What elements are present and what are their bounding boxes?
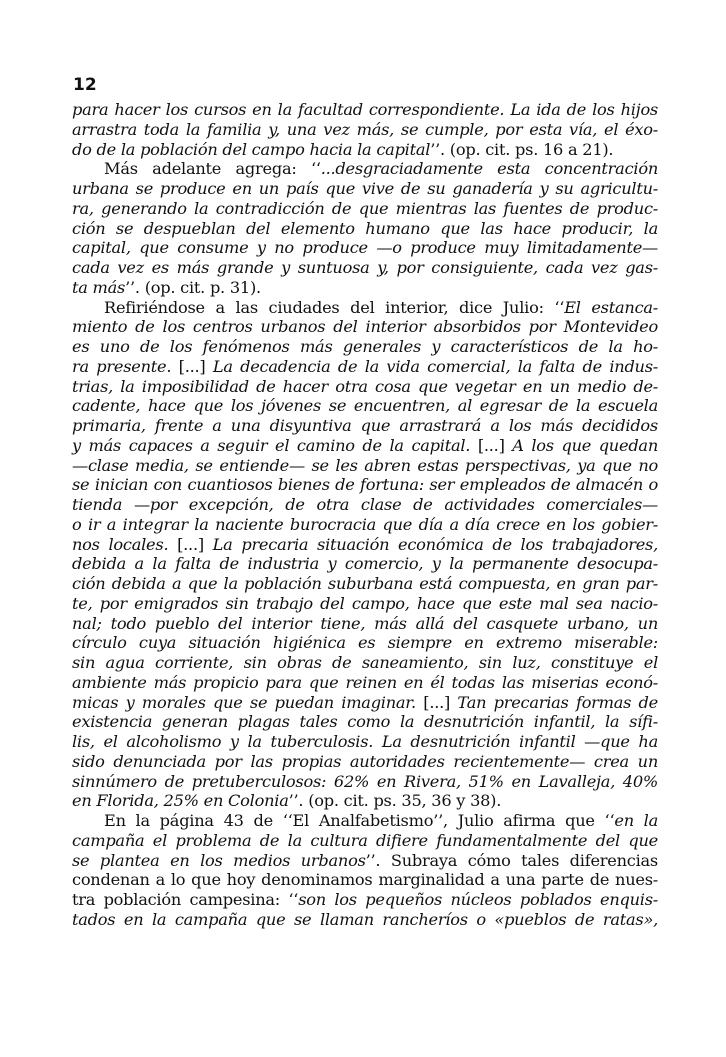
text-line: [72, 219, 658, 239]
italic-text-segment: micas y morales que se puedan imaginar.: [72, 692, 424, 712]
italic-text-segment: son los pequeños núcleos poblados enquis-: [298, 890, 658, 909]
italic-text-segment: existencia generan plagas tales como la desnutrición infantil, la sífi-: [72, 712, 658, 732]
text-line: [72, 337, 658, 357]
roman-text-segment: tra población campesina: ‘‘: [72, 890, 299, 909]
text-line: [72, 278, 658, 298]
text-line: [72, 910, 658, 930]
roman-text-segment: Más adelante agrega: ‘‘: [104, 159, 321, 179]
italic-text-segment: cada vez es más grande y suntuosa y, por consiguiente, cada vez gas-: [72, 258, 658, 277]
text-line: [72, 614, 658, 634]
text-line: [72, 633, 658, 653]
text-line: [72, 554, 658, 574]
italic-text-segment: es uno de los fenómenos más generales y característicos de la ho-: [72, 337, 658, 356]
text-line: [72, 120, 658, 140]
text-line: [72, 416, 658, 436]
italic-text-segment: debida a la falta de industria y comercio, y la permanente desocupa-: [72, 554, 658, 574]
text-line: [72, 159, 658, 179]
text-line: [72, 258, 658, 278]
text-line: [72, 456, 658, 476]
italic-text-segment: —clase media, se entiende— se les abren estas perspectivas, ya que no: [72, 455, 658, 475]
italic-text-segment: en la: [614, 811, 658, 830]
roman-text-segment: [...]: [177, 534, 213, 554]
italic-text-segment: primaria, frente a una disyuntiva que arrastrará a los más decididos: [72, 416, 658, 435]
italic-text-segment: o ir a integrar la naciente burocracia que día a día crece en los gobier-: [72, 514, 658, 534]
text-line: [72, 475, 658, 495]
italic-text-segment: te, por emigrados sin trabajo del campo, hace que este mal sea nacio-: [72, 593, 658, 613]
italic-text-segment: ra presente.: [72, 356, 179, 376]
italic-text-segment: campaña el problema de la cultura difiere fundamentalmente del que: [72, 830, 658, 850]
italic-text-segment: tienda —por excepción, de otra clase de actividades comerciales—: [72, 495, 658, 514]
italic-text-segment: La precaria situación económica de los trabajadores,: [212, 534, 658, 554]
italic-text-segment: trias, la imposibilidad de hacer otra cosa que vegetar en un medio de-: [72, 376, 658, 396]
roman-text-segment: ’’. (op. cit. p. 31).: [125, 277, 261, 297]
text-line: [72, 693, 658, 713]
roman-text-segment: [...]: [178, 356, 213, 376]
text-line: [72, 653, 658, 673]
italic-text-segment: ra, generando la contradicción de que mientras las fuentes de produc-: [72, 198, 658, 218]
italic-text-segment: se plantea en los medios urbanos: [72, 850, 366, 870]
roman-text-segment: [...]: [477, 435, 513, 455]
italic-text-segment: sido denunciada por las propias autoridades recientemente— crea un: [72, 751, 658, 771]
text-line: [72, 791, 658, 811]
text-line: [72, 752, 658, 772]
italic-text-segment: sinnúmero de pretuberculosos: 62% en Rivera, 51% en Lavalleja, 40%: [72, 771, 658, 791]
text-line: [72, 515, 658, 535]
text-line: [72, 811, 658, 831]
italic-text-segment: ción se despueblan del elemento humano que las hace producir, la: [72, 218, 658, 238]
italic-text-segment: Tan precarias formas de: [457, 692, 658, 712]
text-line: [72, 495, 658, 515]
italic-text-segment: ...desgraciadamente esta concentración: [320, 159, 658, 179]
italic-text-segment: se inician con cuantiosos bienes de fortuna: ser empleados de almacén o: [72, 475, 658, 495]
italic-text-segment: en Florida, 25% en Colonia: [72, 791, 289, 811]
text-line: [72, 100, 658, 120]
text-line: [72, 317, 658, 337]
italic-text-segment: urbana se produce en un país que vive de su ganadería y su agricultu-: [72, 179, 658, 198]
text-line: [72, 732, 658, 752]
text-line: [72, 890, 658, 910]
text-line: [72, 140, 658, 160]
italic-text-segment: tados en la campaña que se llaman rancheríos o «pueblos de ratas»,: [72, 909, 658, 929]
text-line: [72, 436, 658, 456]
text-line: [72, 870, 658, 890]
italic-text-segment: sin agua corriente, sin obras de saneamiento, sin luz, constituye el: [72, 653, 658, 672]
italic-text-segment: arrastra toda la familia y, una vez más, se cumple, por esta vía, el éxo-: [72, 119, 658, 139]
text-line: [72, 772, 658, 792]
text-line: [72, 594, 658, 614]
italic-text-segment: A los que quedan: [512, 435, 659, 455]
text-line: [72, 574, 658, 594]
roman-text-segment: condenan a lo que hoy denominamos marginalidad a una parte de nues-: [72, 870, 658, 890]
roman-text-segment: [...]: [423, 692, 458, 712]
italic-text-segment: para hacer los cursos en la facultad correspondiente. La ida de los hijos: [72, 100, 658, 119]
text-line: [72, 673, 658, 693]
text-line: [72, 377, 658, 397]
italic-text-segment: nos locales.: [72, 534, 178, 554]
text-line: [72, 831, 658, 851]
roman-text-segment: ’’. (op. cit. ps. 16 a 21).: [430, 139, 614, 159]
text-line: [72, 396, 658, 416]
italic-text-segment: nal; todo pueblo del interior tiene, más allá del casquete urbano, un: [72, 613, 658, 633]
italic-text-segment: cadente, hace que los jóvenes se encuentren, al egresar de la escuela: [72, 396, 658, 416]
text-line: [72, 238, 658, 258]
italic-text-segment: miento de los centros urbanos del interior absorbidos por Montevideo: [72, 317, 658, 337]
italic-text-segment: ción debida a que la población suburbana está compuesta, en gran par-: [72, 574, 658, 593]
italic-text-segment: círculo cuya situación higiénica es siempre en extremo miserable:: [72, 633, 658, 653]
italic-text-segment: do de la población del campo hacia la capital: [72, 139, 431, 159]
roman-text-segment: ’’. Subraya cómo tales diferencias: [365, 850, 658, 870]
page-number: 12: [73, 75, 97, 95]
italic-text-segment: y más capaces a seguir el camino de la capital.: [72, 435, 478, 455]
italic-text-segment: El estanca-: [564, 297, 659, 317]
text-line: [72, 851, 658, 871]
italic-text-segment: ambiente más propicio para que reinen en él todas las miserias econó-: [72, 672, 658, 692]
text-line: [72, 179, 658, 199]
text-line: [72, 199, 658, 219]
roman-text-segment: ’’. (op. cit. ps. 35, 36 y 38).: [288, 791, 502, 811]
text-line: [72, 535, 658, 555]
italic-text-segment: lis, el alcoholismo y la tuberculosis. La desnutrición infantil —que ha: [72, 732, 658, 751]
text-line: [72, 357, 658, 377]
roman-text-segment: Refiriéndose a las ciudades del interior, dice Julio: ‘‘: [104, 297, 565, 317]
italic-text-segment: La decadencia de la vida comercial, la falta de indus-: [212, 356, 659, 376]
italic-text-segment: capital, que consume y no produce —o produce muy limitadamente—: [72, 238, 658, 258]
text-line: [72, 298, 658, 318]
italic-text-segment: ta más: [72, 277, 126, 297]
body-text: [72, 100, 658, 930]
text-line: [72, 712, 658, 732]
roman-text-segment: En la página 43 de ‘‘El Analfabetismo’’, Julio afirma que ‘‘: [104, 811, 615, 830]
